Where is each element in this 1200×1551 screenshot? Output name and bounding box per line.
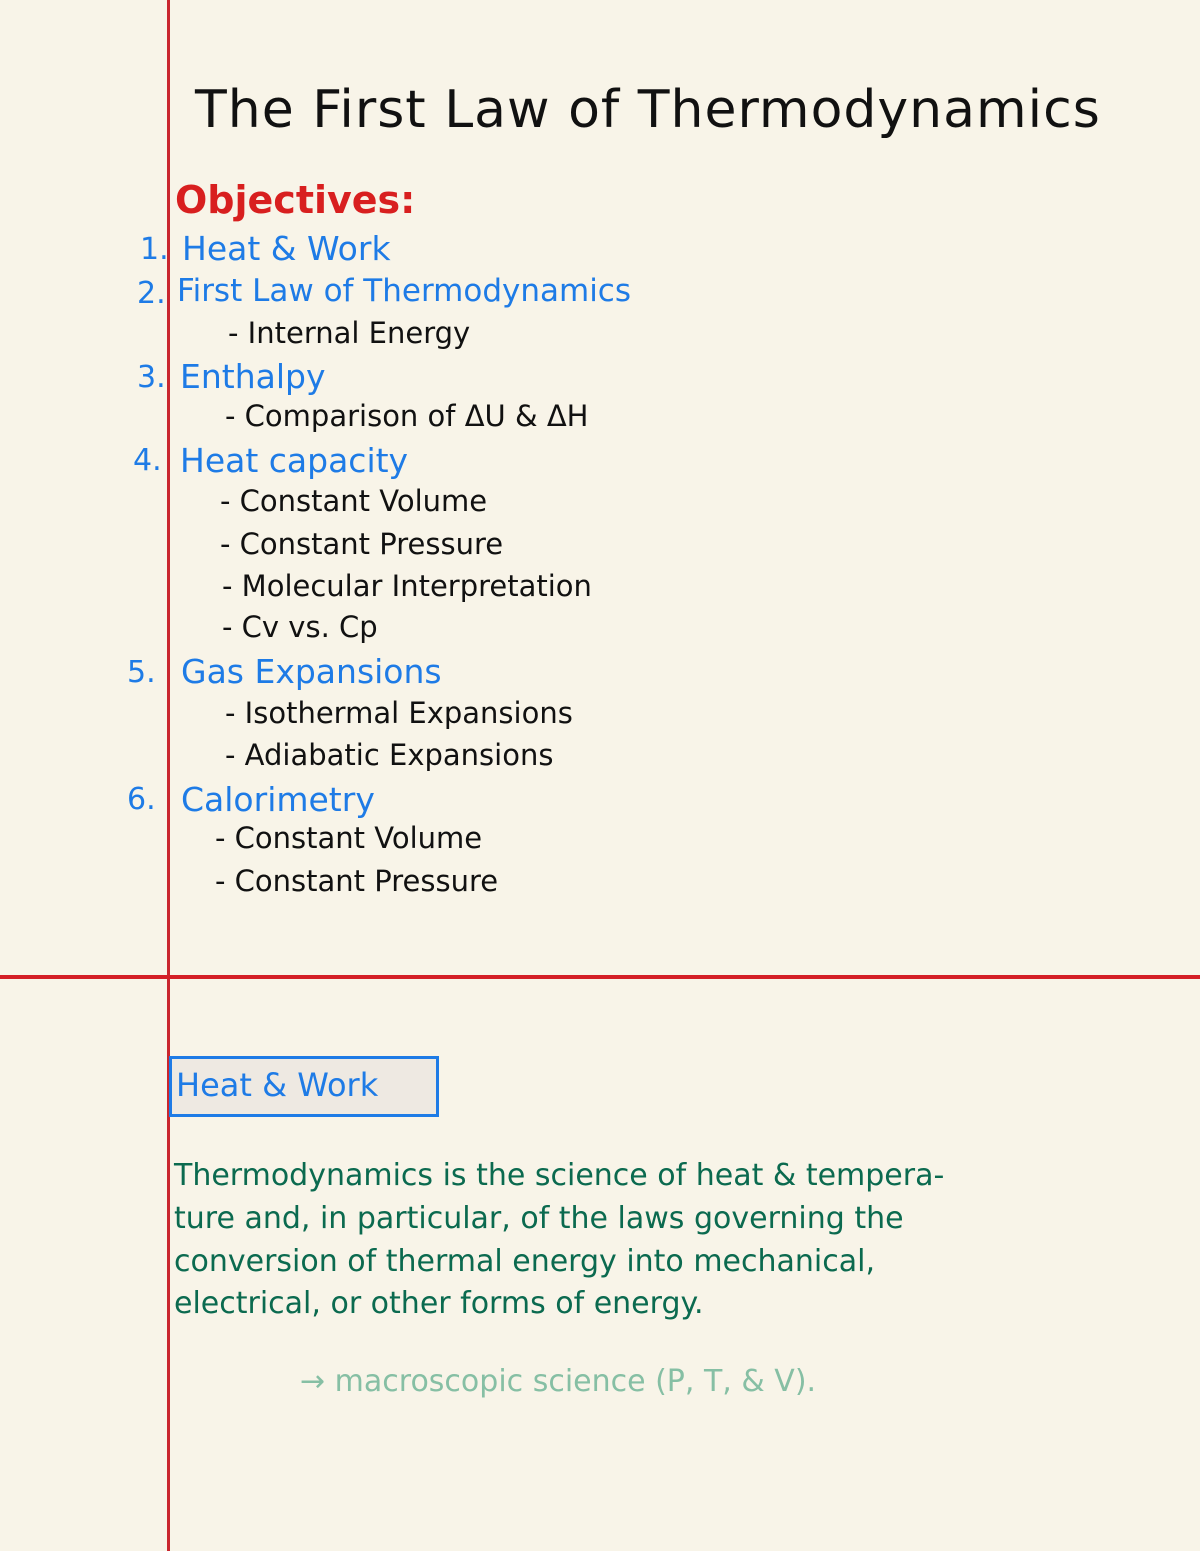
objective-subitem: - Comparison of ΔU & ΔH	[225, 399, 589, 433]
objective-item: Enthalpy	[180, 357, 326, 396]
objective-subitem: - Constant Pressure	[215, 864, 499, 898]
objective-subitem: - Molecular Interpretation	[222, 569, 592, 603]
objective-subitem: - Isothermal Expansions	[225, 696, 573, 730]
macroscopic-note: → macroscopic science (P, T, & V).	[300, 1364, 817, 1399]
paragraph-line: ture and, in particular, of the laws governing the	[174, 1201, 904, 1236]
section-divider	[0, 975, 1200, 979]
objective-subitem: - Constant Volume	[220, 484, 488, 518]
objective-subitem: - Internal Energy	[228, 316, 471, 350]
objective-item: Calorimetry	[181, 780, 375, 819]
objective-item: First Law of Thermodynamics	[177, 273, 631, 309]
objective-number: 3.	[137, 360, 166, 395]
objective-subitem: - Constant Volume	[215, 821, 483, 855]
objective-number: 5.	[127, 655, 156, 690]
paragraph-line: electrical, or other forms of energy.	[174, 1286, 704, 1321]
objective-number: 2.	[137, 276, 166, 311]
objective-number: 1.	[140, 232, 169, 267]
objective-subitem: - Cv vs. Cp	[222, 610, 378, 644]
objective-item: Heat & Work	[182, 229, 391, 268]
page-title: The First Law of Thermodynamics	[195, 80, 1101, 140]
objective-number: 6.	[127, 782, 156, 817]
objectives-heading: Objectives:	[175, 178, 416, 222]
objective-subitem: - Adiabatic Expansions	[225, 738, 554, 772]
objective-number: 4.	[133, 443, 162, 478]
objective-subitem: - Constant Pressure	[220, 527, 504, 561]
paragraph-line: conversion of thermal energy into mechanical,	[174, 1244, 875, 1279]
objective-item: Gas Expansions	[181, 652, 442, 691]
paragraph-line: Thermodynamics is the science of heat & tempera-	[174, 1158, 945, 1193]
objective-item: Heat capacity	[180, 441, 409, 480]
section-heading: Heat & Work	[176, 1066, 379, 1104]
